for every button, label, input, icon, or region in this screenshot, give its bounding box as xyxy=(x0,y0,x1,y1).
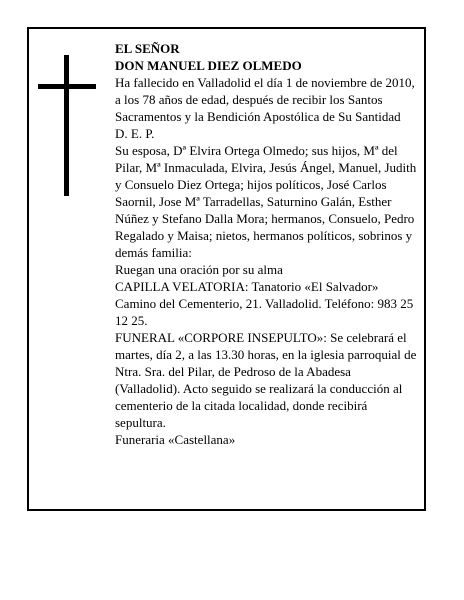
title-line-1: EL SEÑOR xyxy=(115,41,180,56)
cross-icon-bar xyxy=(38,84,96,89)
deceased-name: DON MANUEL DIEZ OLMEDO xyxy=(115,58,302,73)
obituary-text xyxy=(115,40,419,448)
funeral-home: Funeraria «Castellana» xyxy=(115,432,236,447)
death-announcement: Ha fallecido en Valladolid el día 1 de noviembre de 2010, a los 78 años de edad, después de recibir los Santos Sacramentos y la Bendición Apostólica de Su Santidad xyxy=(115,75,415,124)
funeral-info: FUNERAL «CORPORE INSEPULTO»: Se celebrará el martes, día 2, a las 13.30 horas, en la iglesia parroquial de Ntra. Sra. del Pilar, de Pedroso de la Abadesa (Valladolid). Acto seguido se realizará la conducción al cementerio de la citada localidad, donde recibirá sepultura. xyxy=(115,330,417,430)
family-list: Su esposa, Dª Elvira Ortega Olmedo; sus hijos, Mª del Pilar, Mª Inmaculada, Elvira, Jesús Ángel, Manuel, Judith y Consuelo Diez Ortega; hijos políticos, José Carlos Saornil, Jose Mª Tarradellas, Saturnino Galán, Esther Núñez y Stefano Dalla Mora; hermanos, Consuelo, Pedro Regalado y Maisa; nietos, hermanos políticos, sobrinos y demás familia: xyxy=(115,143,417,260)
cross-icon xyxy=(64,55,69,196)
dep-abbreviation: D. E. P. xyxy=(115,126,155,141)
prayer-request: Ruegan una oración por su alma xyxy=(115,262,283,277)
chapel-info: CAPILLA VELATORIA: Tanatorio «El Salvador» Camino del Cementerio, 21. Valladolid. Teléfono: 983 25 12 25. xyxy=(115,279,414,328)
